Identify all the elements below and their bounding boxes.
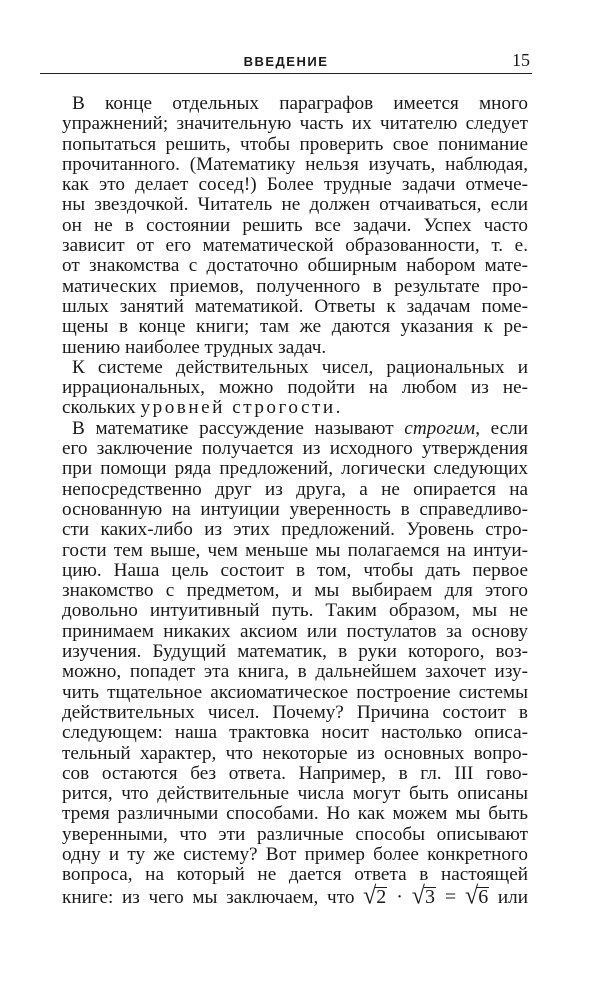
header-rule — [40, 73, 532, 74]
text-line: зависит от его математической образованности, т. е. — [62, 235, 528, 257]
page-header — [40, 50, 532, 74]
text-line — [62, 419, 528, 439]
text-line: следующем: наша трактовка носит настолько описа- — [62, 722, 528, 744]
text-line: иррациональных, можно подойти на любом из не- — [62, 377, 528, 399]
text-line: вопроса, на который не дается ответа в настоящей — [62, 864, 528, 886]
text-line: уверенными, что эти различные способы описывают — [62, 823, 528, 845]
text-line: одну и ту же систему? Вот пример более конкретного — [62, 843, 528, 865]
text-fragment: , если — [475, 417, 529, 439]
text-line: чить тщательное аксиоматическое построение системы — [62, 681, 528, 703]
radicand: 6 — [478, 885, 489, 908]
text-line: действительных чисел. Почему? Причина состоит в — [62, 701, 528, 723]
text-line: он не в состоянии решить все задачи. Успех часто — [62, 214, 528, 236]
text-line: цию. Наша цель состоит в том, чтобы дать первое — [62, 559, 528, 581]
text-fragment: книге: из чего мы заключаем, что — [62, 886, 364, 908]
text-line: К системе действительных чисел, рациональных и — [72, 356, 528, 378]
paragraph-3 — [62, 417, 529, 910]
text-line: знакомство с предметом, и мы выбираем для этого — [62, 580, 528, 602]
running-title: ВВЕДЕНИЕ — [243, 54, 329, 69]
math-equals: = — [444, 885, 457, 908]
text-line: можно, попадет эта книга, в дальнейшем захочет изу- — [62, 661, 528, 683]
sqrt-sign: √ — [363, 881, 377, 910]
text-line: щены в конце книги; там же даются указания к ре- — [62, 316, 528, 338]
italic-term: строгим — [404, 417, 476, 439]
text-line: шению наиболее трудных задач. — [62, 336, 327, 358]
text-line: матических приемов, полученного в результате про- — [62, 275, 528, 297]
paragraph-2 — [62, 358, 528, 419]
text-line: как это делает сосед!) Более трудные задачи отмече- — [62, 174, 528, 196]
text-line: гости тем выше, чем меньше мы полагаемся на интуи- — [62, 539, 528, 561]
text-line: ны звездочкой. Читатель не должен отчаиваться, если — [62, 194, 528, 216]
text-line: рится, что действительные числа могут быть описаны — [62, 783, 528, 805]
text-fragment: скольких — [62, 397, 141, 419]
text-line: прочитанного. (Математику нельзя изучать, наблюдая, — [62, 153, 528, 175]
text-line: довольно интуитивный путь. Таким образом, мы не — [62, 600, 528, 622]
body-text — [62, 93, 529, 910]
text-line: сов остаются без ответа. Например, в гл. III гово- — [62, 762, 528, 784]
radicand: 3 — [424, 885, 435, 908]
text-line: при помощи ряда предложений, логически следующих — [62, 458, 528, 480]
math-operator: · — [396, 885, 403, 908]
text-line: изучения. Будущий математик, в руки которого, воз- — [62, 641, 528, 663]
text-line — [62, 881, 529, 910]
text-line: упражнений; значительную часть их читателю следует — [62, 113, 528, 135]
sqrt-sign: √ — [465, 881, 479, 910]
math-expression — [363, 881, 489, 910]
text-line: шлых занятий математикой. Ответы к задачам поме- — [62, 295, 528, 317]
page-number: 15 — [512, 50, 530, 70]
text-line — [62, 398, 528, 418]
radicand: 2 — [376, 885, 387, 908]
text-line: от знакомства с достаточно обширным набором мате- — [62, 255, 528, 277]
text-fragment: В математике рассуждение называют — [72, 417, 405, 439]
text-line: тремя различными способами. Но как можем мы быть — [62, 803, 528, 825]
text-line: тельный характер, что некоторые из основных вопро- — [62, 742, 528, 764]
sqrt-sign: √ — [411, 881, 425, 910]
text-fragment: или — [489, 886, 529, 908]
text-line: принимаем никаких аксиом или постулатов за основу — [62, 620, 528, 642]
text-fragment: . — [335, 397, 341, 419]
text-line: непосредственно друг из друга, а не опирается на — [62, 478, 528, 500]
text-line: сти каких-либо из этих предложений. Уровень стро- — [62, 519, 528, 541]
text-line: В конце отдельных параграфов имеется много — [72, 93, 528, 114]
text-line: попытаться решить, чтобы проверить свое понимание — [62, 133, 528, 155]
text-line: его заключение получается из исходного утверждения — [62, 438, 528, 460]
text-line: основанную на интуиции уверенность в справедливо- — [62, 498, 528, 520]
spaced-emphasis: уровней строгости — [140, 397, 336, 419]
paragraph-1 — [62, 94, 528, 358]
